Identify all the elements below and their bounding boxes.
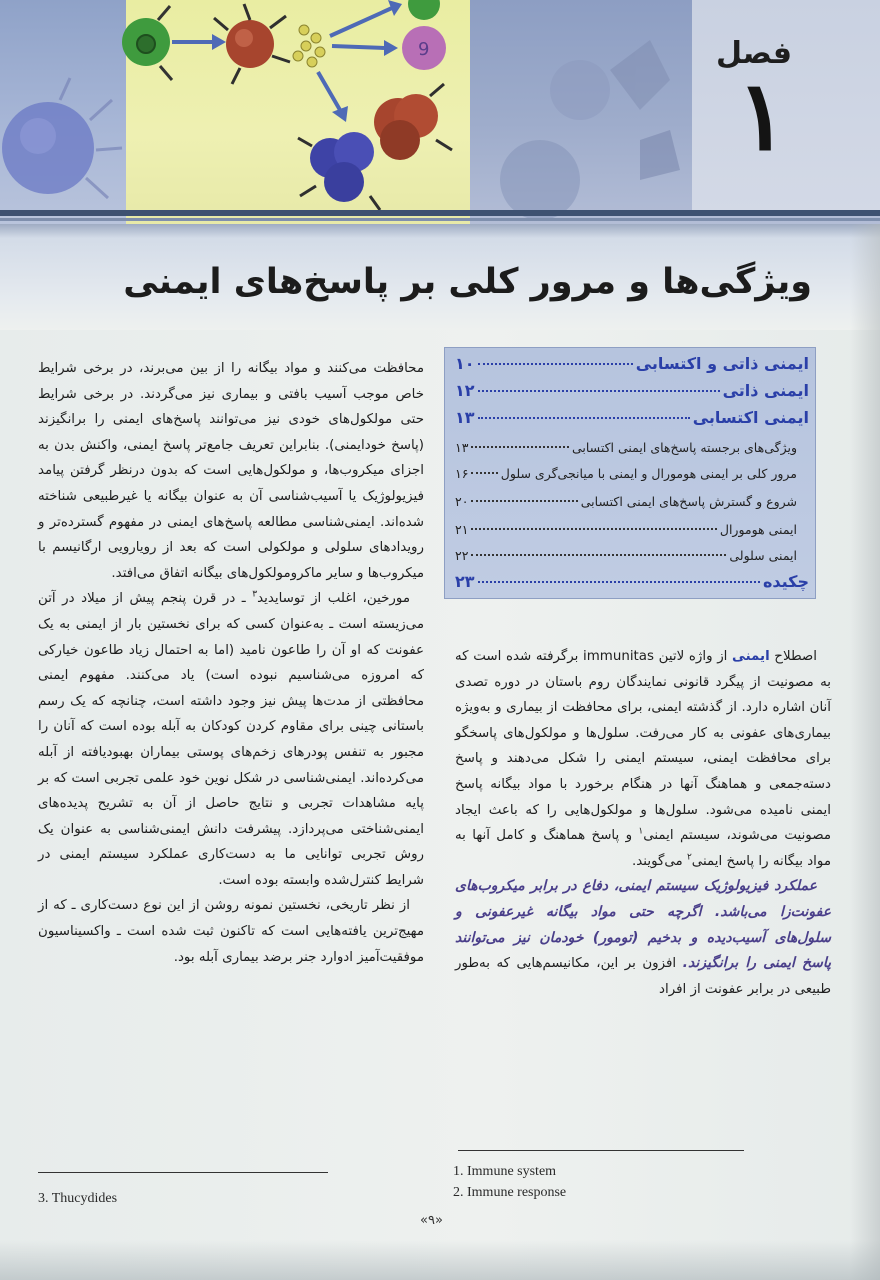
toc-entry: ایمنی اکتسابی ۱۳ bbox=[455, 408, 809, 427]
chapter-banner bbox=[0, 0, 880, 224]
toc-entry: ایمنی سلولی ۲۲ bbox=[455, 548, 797, 563]
header-rule-thin bbox=[0, 218, 880, 221]
body-column-left bbox=[38, 356, 424, 970]
paragraph: محافظت می‌کنند و مواد بیگانه را از بین می‌برند، در برخی شرایط خاص موجب آسیب بافتی و بیماری نیز می‌گردند. در برخی شرایط حتی مولکول‌های خودی نیز می‌توانند پاسخ‌های ایمنی را برانگیزند (پاسخ خودایمنی). بنابراین تعریف جامع‌تر پاسخ ایمنی، واکنش بدن به اجزای میکروب‌ها، و مولکول‌هایی است که بدون درنظر گرفتن پیامد فیزیولوژیک یا آسیب‌شناسی آن به عنوان بیگانه یا غیرطبیعی شناخته شده‌اند. ایمنی‌شناسی مطالعه پاسخ‌های ایمنی در مفهوم گسترده‌تر و رویدادهای سلولی و مولکولی است که بعد از رویارویی ارگانیسم با میکروب‌ها و سایر ماکرومولکول‌های بیگانه اتفاق می‌افتد. bbox=[38, 361, 424, 581]
svg-text:9: 9 bbox=[418, 39, 430, 60]
toc-entry: ویژگی‌های برجسته پاسخ‌های ایمنی اکتسابی ۱۳ bbox=[455, 440, 797, 455]
toc-entry: ایمنی ذاتی ۱۲ bbox=[455, 381, 809, 400]
key-term: ایمنی bbox=[732, 649, 770, 664]
header-rule bbox=[0, 210, 880, 216]
chapter-title: ویژگی‌ها و مرور کلی بر پاسخ‌های ایمنی bbox=[123, 262, 812, 302]
paragraph: مورخین، اغلب از توسایدید$^۳$ ـ در قرن پنجم پیش از میلاد در آتن می‌زیسته است ـ به‌عنوان کسی که برای نخستین بار از ایمنی به یک عفونت که او آن را طاعون نامید (اما به احتمال زیاد طاعون خیارکی که امروزه می‌شناسیم نبوده است) یاد می‌کنند. مفهوم ایمنی محافظتی از مدت‌ها پیش نیز وجود داشته است، چنانچه که یک رسم باستانی چینی برای مقاوم کردن کودکان به آبله بوده است که آنان را مجبور به تنفس پودرهای زخم‌های پوستی بیماران بهبودیافته از آبله می‌کرده‌اند. ایمنی‌شناسی در شکل نوین خود علمی تجربی است که بر پایه مشاهدات تجربی و نتایج حاصل از آن به تشریح پدیده‌های ایمنی‌شناختی می‌پردازد. پیشرفت دانش ایمنی‌شناسی به عنوان یک روش تجربی توانایی ما به دست‌کاری عملکرد سیستم ایمنی در شرایط کنترل‌شده وابسته بوده است. bbox=[38, 589, 424, 888]
paragraph: از نظر تاریخی، نخستین نمونه روشن از این نوع دست‌کاری ـ که از مهیج‌ترین یافته‌هایی است که تاکنون ثبت شده است ـ واکسیناسیون موفقیت‌آمیز ادوارد جنر برضد بیماری آبله بود. bbox=[38, 898, 424, 965]
toc-entry: شروع و گسترش پاسخ‌های ایمنی اکتسابی ۲۰ bbox=[455, 494, 797, 509]
toc-entry: چکیده ۲۳ bbox=[455, 572, 809, 591]
footnote-rule bbox=[38, 1172, 328, 1173]
chapter-number: ۱ bbox=[736, 59, 788, 172]
paragraph: عملکرد فیزیولوژیک سیستم ایمنی، دفاع در برابر میکروب‌های عفونت‌زا می‌باشد. اگرچه حتی مواد بیگانه غیرعفونی و سلول‌های آسیب‌دیده و بدخیم (تومور) خودمان نیز می‌توانند پاسخ ایمنی را برانگیزند. افزون بر این، مکانیسم‌هایی که به‌طور طبیعی در برابر عفونت از افراد bbox=[455, 878, 831, 997]
chapter-contents-box bbox=[444, 347, 816, 599]
body-column-right bbox=[455, 644, 831, 1002]
paragraph: اصطلاح ایمنی از واژه لاتین immunitas برگرفته شده است که به مصونیت از پیگرد قانونی نمایندگان روم باستان در دوره تصدی آنان اشاره دارد. از گذشته ایمنی، برای محافظت از بیماری و به‌ویژه بیماری‌های عفونی به کار می‌رفت. سلول‌ها و مولکول‌های پاسخگو برای محافظت ایمنی، سیستم ایمنی را شکل می‌دهند و پاسخ دسته‌جمعی و هماهنگ آنها در هنگام برخورد با مواد بیگانه پاسخ ایمنی نامیده می‌شود. سلول‌ها و مولکول‌هایی را که باعث ایجاد مصونیت می‌شوند، سیستم ایمنی$^۱$ و پاسخ هماهنگ و کامل آنها به مواد بیگانه را پاسخ ایمنی$^۲$ می‌گویند. bbox=[455, 649, 831, 869]
footnote-ref: ۳ bbox=[252, 589, 258, 600]
footnote-ref: ۲ bbox=[686, 852, 692, 863]
footnote-rule bbox=[458, 1150, 744, 1151]
chapter-word: فصل bbox=[716, 36, 792, 71]
footnote: 1. Immune system bbox=[453, 1164, 557, 1179]
footnote: 2. Immune response bbox=[453, 1185, 567, 1200]
toc-entry: ایمنی هومورال ۲۱ bbox=[455, 522, 797, 537]
page-number: «۹» bbox=[420, 1213, 443, 1228]
footnote: 3. Thucydides bbox=[38, 1191, 118, 1206]
footnote-ref: ۱ bbox=[638, 826, 644, 837]
emphasized-statement: عملکرد فیزیولوژیک سیستم ایمنی، دفاع در برابر میکروب‌های عفونت‌زا می‌باشد. اگرچه حتی مواد بیگانه غیرعفونی و سلول‌های آسیب‌دیده و بدخیم (تومور) خودمان نیز می‌توانند پاسخ ایمنی را برانگیزند. bbox=[455, 878, 831, 972]
toc-entry: ایمنی ذاتی و اکتسابی ۱۰ bbox=[455, 354, 809, 373]
toc-entry: مرور کلی بر ایمنی هومورال و ایمنی با میانجی‌گری سلول ۱۶ bbox=[455, 466, 797, 481]
